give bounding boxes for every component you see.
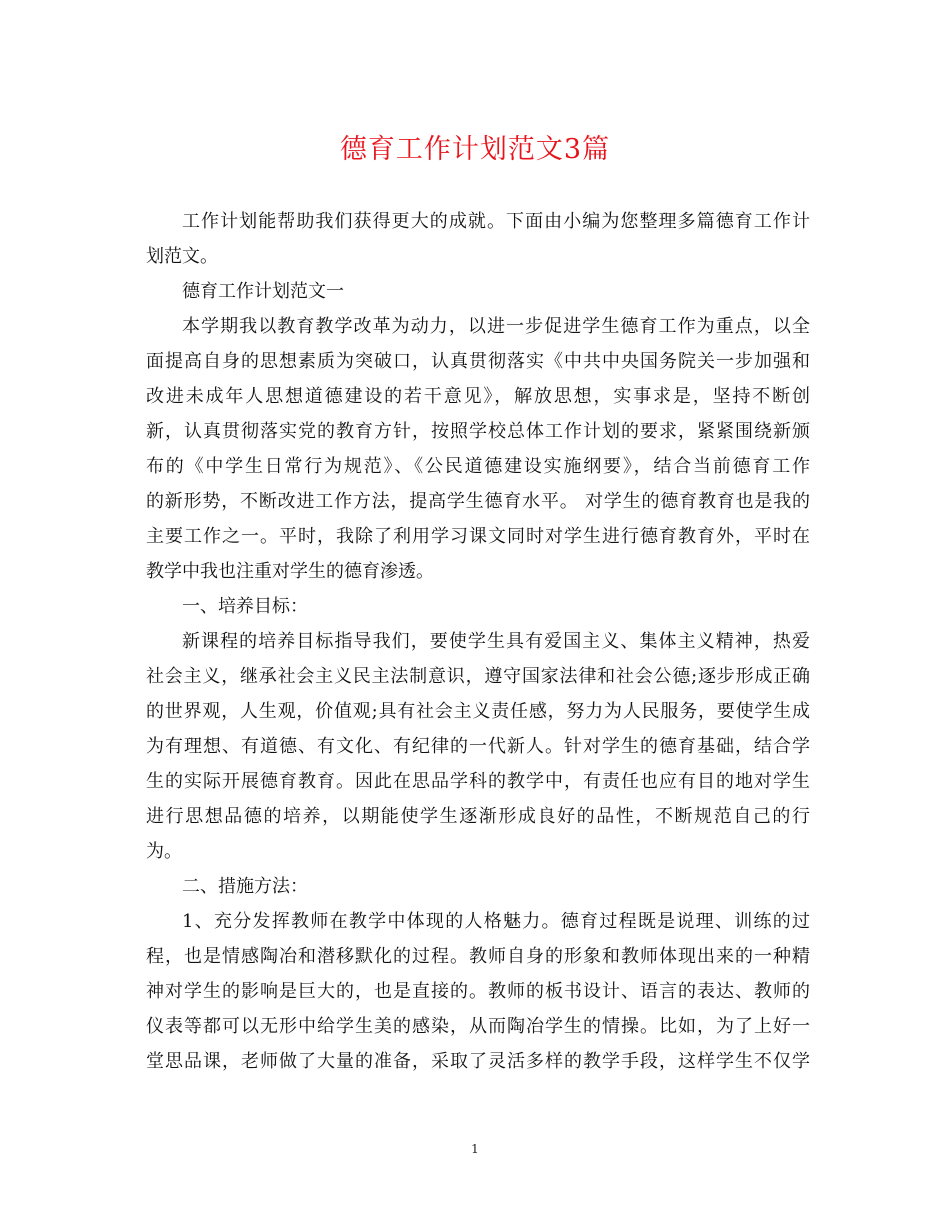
text-line: 新课程的培养目标指导我们，要使学生具有爱国主义、集体主义精神，热爱 — [182, 631, 810, 652]
text-line: 本学期我以教育教学改革为动力，以进一步促进学生德育工作为重点，以全 — [182, 316, 810, 337]
text-line: 新，认真贯彻落实党的教育方针，按照学校总体工作计划的要求，紧紧围绕新颁 — [146, 421, 810, 442]
text-line: 堂思品课，老师做了大量的准备，采取了灵活多样的教学手段，这样学生不仅学 — [146, 1051, 810, 1072]
text-line: 仪表等都可以无形中给学生美的感染，从而陶冶学生的情操。比如，为了上好一 — [146, 1016, 810, 1037]
text-line: 主要工作之一。平时，我除了利用学习课文同时对学生进行德育教育外，平时在 — [146, 526, 810, 547]
text-line: 的新形势，不断改进工作方法，提高学生德育水平。 对学生的德育教育也是我的 — [146, 491, 810, 512]
text-line: 工作计划能帮助我们获得更大的成就。下面由小编为您整理多篇德育工作计 — [182, 211, 810, 232]
text-line: 改进未成年人思想道德建设的若干意见》，解放思想，实事求是，坚持不断创 — [146, 386, 810, 407]
page-number: 1 — [471, 1142, 479, 1156]
text-line: 生的实际开展德育教育。因此在思品学科的教学中，有责任也应有目的地对学生 — [146, 771, 810, 792]
text-line: 1、充分发挥教师在教学中体现的人格魅力。德育过程既是说理、训练的过 — [182, 911, 810, 932]
text-line: 社会主义，继承社会主义民主法制意识，遵守国家法律和社会公德;逐步形成正确 — [146, 666, 810, 687]
text-line: 进行思想品德的培养，以期能使学生逐渐形成良好的品性，不断规范自己的行 — [146, 806, 810, 827]
section-heading: 德育工作计划范文一 — [182, 281, 344, 302]
text-line: 划范文。 — [146, 246, 218, 267]
text-line: 的世界观，人生观，价值观;具有社会主义责任感，努力为人民服务，要使学生成 — [146, 701, 810, 722]
document-title: 德育工作计划范文3篇 — [339, 134, 611, 165]
text-line: 面提高自身的思想素质为突破口，认真贯彻落实《中共中央国务院关一步加强和 — [146, 351, 810, 372]
text-line: 布的《中学生日常行为规范》、《公民道德建设实施纲要》，结合当前德育工作 — [146, 456, 810, 477]
section-heading: 一、培养目标： — [182, 596, 308, 617]
text-line: 教学中我也注重对学生的德育渗透。 — [146, 561, 434, 582]
text-line: 神对学生的影响是巨大的，也是直接的。教师的板书设计、语言的表达、教师的 — [146, 981, 810, 1002]
text-line: 为。 — [146, 841, 182, 862]
document-body — [146, 208, 810, 1083]
section-heading: 二、措施方法： — [182, 876, 308, 897]
text-line: 程，也是情感陶冶和潜移默化的过程。教师自身的形象和教师体现出来的一种精 — [146, 946, 810, 967]
text-line: 为有理想、有道德、有文化、有纪律的一代新人。针对学生的德育基础，结合学 — [146, 736, 810, 757]
